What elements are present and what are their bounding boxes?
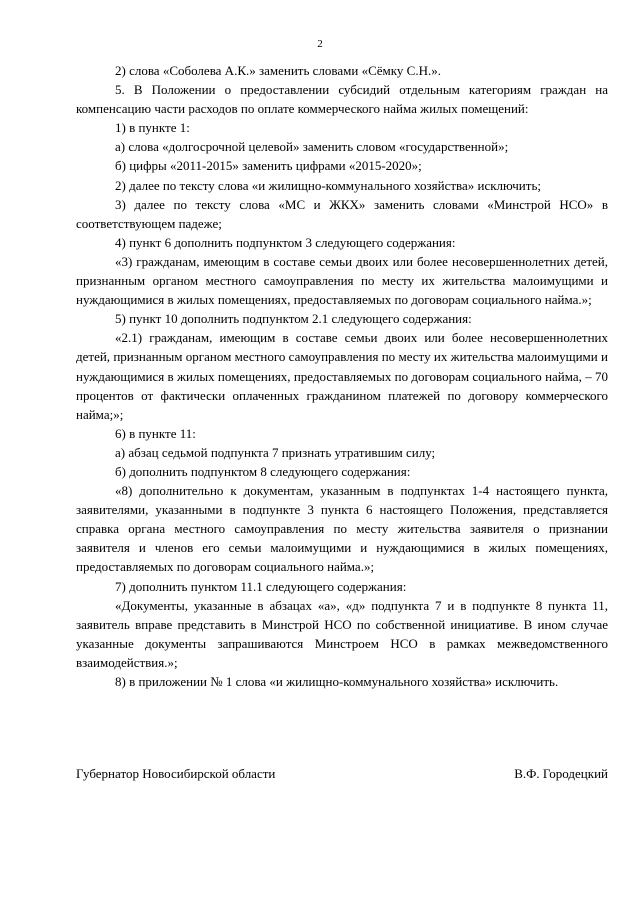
paragraph: 1) в пункте 1: [115, 120, 190, 136]
paragraph: «3) гражданам, имеющим в составе семьи двоих или более несовершеннолетних детей, признанным органом местного самоуправления по месту их жительства малоимущими и нуждающимися в жилых помещениях, предоставляемых по договорам социального найма.»; [76, 253, 608, 308]
signatory-position: Губернатор Новосибирской области [76, 766, 276, 781]
paragraph: 7) дополнить пунктом 11.1 следующего содержания: [115, 578, 407, 594]
document-body [76, 61, 608, 691]
paragraph: 8) в приложении № 1 слова «и жилищно-коммунального хозяйства» исключить. [115, 674, 559, 689]
paragraph: б) цифры «2011-2015» заменить цифрами «2015-2020»; [115, 158, 422, 174]
paragraph: 5) пункт 10 дополнить подпунктом 2.1 следующего содержания: [115, 311, 472, 327]
paragraph: «8) дополнительно к документам, указанным в подпунктах 1-4 настоящего пункта, заявителями, указанными в подпункте 3 пункта 6 настоящего Положения, представляется справка органа местного самоуправления по месту жительства заявителя о признании заявителя и членов его семьи малоимущими и нуждающимися в жилых помещениях, предоставляемых по договорам социального найма.»; [76, 483, 608, 575]
paragraph: 2) далее по тексту слова «и жилищно-коммунального хозяйства» исключить; [115, 177, 541, 193]
paragraph: 2) слова «Соболева А.К.» заменить словами «Сёмку С.Н.». [115, 63, 441, 78]
signatory-name: В.Ф. Городецкий [514, 766, 608, 781]
paragraph: «2.1) гражданам, имеющим в составе семьи двоих или более несовершеннолетних детей, признанным органом местного самоуправления по месту их жительства малоимущими и нуждающимися в жилых помещениях, предоставляемых по договорам социального найма, – 70 процентов от фактически оплаченных гражданином платежей по договору коммерческого найма;»; [76, 330, 608, 422]
paragraph: 4) пункт 6 дополнить подпунктом 3 следующего содержания: [115, 234, 456, 250]
page-number: 2 [317, 38, 323, 50]
paragraph: а) слова «долгосрочной целевой» заменить словом «государственной»; [115, 139, 509, 155]
paragraph: 5. В Положении о предоставлении субсидий отдельным категориям граждан на компенсацию части расходов по оплате коммерческого найма жилых помещений: [76, 82, 608, 117]
paragraph: а) абзац седьмой подпункта 7 признать утратившим силу; [115, 444, 436, 460]
paragraph: б) дополнить подпунктом 8 следующего содержания: [115, 463, 411, 479]
paragraph: 6) в пункте 11: [115, 425, 196, 441]
paragraph: «Документы, указанные в абзацах «а», «д» подпункта 7 и в подпункте 8 пункта 11, заявитель вправе представить в Минстрой НСО по собственной инициативе. В ином случае указанные документы запрашиваются Минстроем НСО в рамках межведомственного взаимодействия.»; [76, 597, 608, 670]
paragraph: 3) далее по тексту слова «МС и ЖКХ» заменить словами «Минстрой НСО» в соответствующем падеже; [76, 196, 608, 231]
